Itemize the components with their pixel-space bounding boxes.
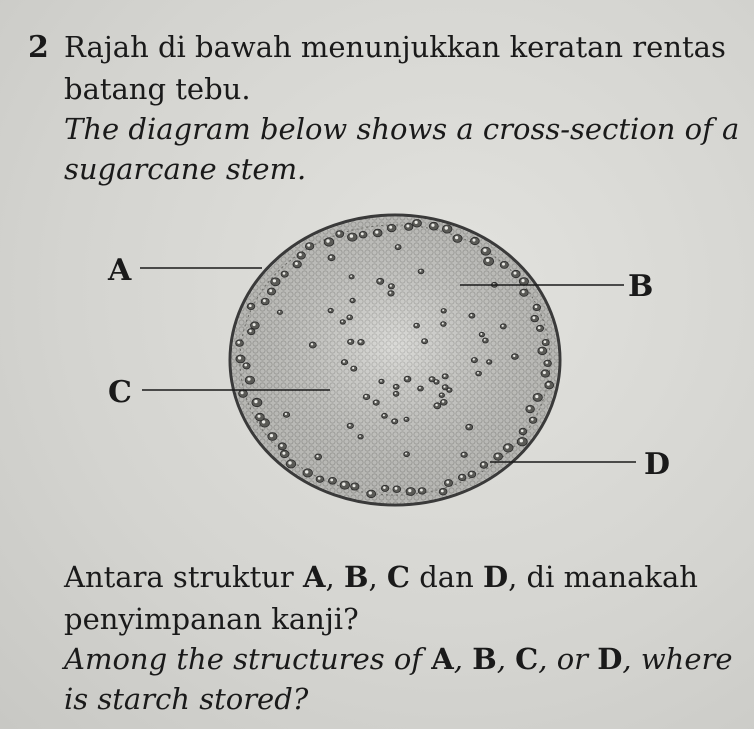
vascular-bundle-core xyxy=(477,372,479,374)
vascular-bundle-core xyxy=(435,380,437,382)
vascular-bundle-core xyxy=(419,270,421,272)
malay-prompt-line-2: penyimpanan kanji? xyxy=(64,602,359,636)
vascular-bundle-core xyxy=(470,472,473,475)
english-prompt-line-2: is starch stored? xyxy=(64,682,309,716)
vascular-bundle-core xyxy=(423,340,425,342)
vascular-bundle-core xyxy=(283,272,286,275)
vascular-bundle-core xyxy=(444,375,446,377)
vascular-bundle-core xyxy=(395,392,397,394)
malay-prompt-part-1: Antara struktur xyxy=(64,560,303,594)
english-prompt-sep-2: , xyxy=(496,642,516,676)
vascular-bundle-core xyxy=(249,330,252,333)
vascular-bundle-core xyxy=(540,348,543,351)
malay-prompt-sep-1: , xyxy=(325,560,344,594)
vascular-bundle-core xyxy=(262,420,265,423)
vascular-bundle-core xyxy=(522,290,525,293)
malay-prompt-d: D xyxy=(482,560,509,594)
vascular-bundle-core xyxy=(351,299,353,301)
sugarcane-cross-section-diagram xyxy=(0,200,754,530)
vascular-bundle-core xyxy=(547,383,550,386)
vascular-bundle-core xyxy=(330,479,333,482)
vascular-bundle-core xyxy=(326,239,329,242)
vascular-bundle-core xyxy=(496,454,499,457)
label-d: D xyxy=(644,447,671,482)
question-number: 2 xyxy=(28,30,49,65)
vascular-bundle-core xyxy=(431,224,434,227)
vascular-bundle-core xyxy=(406,225,409,228)
vascular-bundle-core xyxy=(285,413,287,415)
vascular-bundle-core xyxy=(282,452,285,455)
english-prompt-part-1: Among the structures of xyxy=(64,642,432,676)
vascular-bundle-core xyxy=(241,391,244,394)
malay-prompt-line-1 xyxy=(64,560,698,594)
vascular-bundle-core xyxy=(546,361,549,364)
english-stem-line-1: The diagram below shows a cross-section of a xyxy=(64,112,740,146)
english-prompt-d: D xyxy=(597,642,623,676)
vascular-bundle-core xyxy=(279,311,281,313)
vascular-bundle-core xyxy=(488,361,490,363)
vascular-bundle-core xyxy=(486,259,489,262)
vascular-bundle-core xyxy=(535,305,538,308)
vascular-bundle-core xyxy=(295,262,298,265)
vascular-bundle-core xyxy=(455,236,458,239)
vascular-bundle-core xyxy=(329,309,331,311)
vascular-bundle-core xyxy=(442,400,444,402)
malay-prompt-sep-2: , xyxy=(368,560,387,594)
vascular-bundle-core xyxy=(359,340,361,342)
vascular-bundle-core xyxy=(484,339,486,341)
vascular-bundle-core xyxy=(533,316,536,319)
malay-prompt-part-2: , di manakah xyxy=(508,560,698,594)
vascular-bundle-core xyxy=(535,395,538,398)
vascular-bundle-core xyxy=(307,244,310,247)
vascular-bundle-core xyxy=(506,445,509,448)
vascular-bundle-core xyxy=(502,325,504,327)
vascular-bundle-core xyxy=(460,475,463,478)
label-c: C xyxy=(108,375,132,410)
vascular-bundle-core xyxy=(375,231,378,234)
vascular-bundle-core xyxy=(543,371,546,374)
vascular-bundle-core xyxy=(238,356,241,359)
vascular-bundle-core xyxy=(263,299,266,302)
vascular-bundle-core xyxy=(415,324,417,326)
vascular-bundle-core xyxy=(350,234,353,237)
vascular-bundle-core xyxy=(389,226,392,229)
malay-prompt-a: A xyxy=(303,560,326,594)
vascular-bundle-core xyxy=(383,486,386,489)
vascular-bundle-core xyxy=(378,279,380,281)
vascular-bundle-core xyxy=(253,323,256,326)
vascular-bundle-core xyxy=(380,380,382,382)
vascular-bundle-core xyxy=(442,309,444,311)
vascular-bundle-core xyxy=(502,263,505,266)
vascular-bundle-core xyxy=(473,358,475,360)
label-b: B xyxy=(628,269,654,304)
vascular-bundle-core xyxy=(430,378,432,380)
vascular-bundle-core xyxy=(330,256,332,258)
vascular-bundle-core xyxy=(442,323,444,325)
vascular-bundle-core xyxy=(249,304,252,307)
english-prompt-line-1 xyxy=(64,642,733,676)
vascular-bundle-core xyxy=(273,279,276,282)
english-prompt-a: A xyxy=(431,642,454,676)
vascular-bundle-core xyxy=(446,481,449,484)
vascular-bundle-core xyxy=(375,401,377,403)
english-prompt-part-2: , where xyxy=(622,642,733,676)
vascular-bundle-core xyxy=(482,463,485,466)
vascular-bundle-core xyxy=(269,289,272,292)
vascular-bundle-core xyxy=(311,343,313,345)
vascular-bundle-core xyxy=(538,326,541,329)
vascular-bundle-core xyxy=(338,232,341,235)
stem-shading xyxy=(232,217,558,503)
vascular-bundle-core xyxy=(353,484,356,487)
vascular-bundle-core xyxy=(349,424,351,426)
vascular-bundle-core xyxy=(361,233,364,236)
vascular-bundle-core xyxy=(318,477,321,480)
vascular-bundle-core xyxy=(280,444,283,447)
vascular-bundle-core xyxy=(341,321,343,323)
vascular-bundle-core xyxy=(395,487,398,490)
vascular-bundle-core xyxy=(244,364,247,367)
vascular-bundle-core xyxy=(393,420,395,422)
vascular-bundle-core xyxy=(419,387,421,389)
vascular-bundle-core xyxy=(305,470,308,473)
vascular-bundle-core xyxy=(405,418,407,420)
vascular-bundle-core xyxy=(443,386,445,388)
vascular-bundle-core xyxy=(247,378,250,381)
vascular-bundle-core xyxy=(470,314,472,316)
vascular-bundle-core xyxy=(467,425,469,427)
label-a: A xyxy=(108,253,132,288)
vascular-bundle-core xyxy=(349,340,351,342)
vascular-bundle-core xyxy=(408,489,411,492)
malay-stem-line-2: batang tebu. xyxy=(64,72,251,106)
vascular-bundle-core xyxy=(365,395,367,397)
vascular-bundle-core xyxy=(350,275,352,277)
vascular-bundle-core xyxy=(521,430,524,433)
vascular-bundle-core xyxy=(390,285,392,287)
vascular-bundle-core xyxy=(435,404,437,406)
english-stem-line-2: sugarcane stem. xyxy=(64,152,307,186)
vascular-bundle-core xyxy=(359,435,361,437)
vascular-bundle-core xyxy=(348,316,350,318)
english-prompt-b: B xyxy=(472,642,497,676)
vascular-bundle-core xyxy=(342,483,345,486)
vascular-bundle-core xyxy=(237,341,240,344)
vascular-bundle-core xyxy=(343,361,345,363)
vascular-bundle-core xyxy=(514,272,517,275)
vascular-bundle-core xyxy=(528,407,531,410)
malay-stem-line-1: Rajah di bawah menunjukkan keratan rentas xyxy=(64,30,726,64)
vascular-bundle-core xyxy=(288,461,291,464)
vascular-bundle-core xyxy=(415,221,418,224)
vascular-bundle-core xyxy=(520,439,523,442)
malay-prompt-b: B xyxy=(343,560,369,594)
vascular-bundle-core xyxy=(299,253,302,256)
english-prompt-or: , or xyxy=(538,642,598,676)
vascular-bundle-core xyxy=(473,239,476,242)
vascular-bundle-core xyxy=(420,489,423,492)
vascular-bundle-core xyxy=(441,490,444,493)
vascular-bundle-core xyxy=(440,394,442,396)
vascular-bundle-core xyxy=(389,292,391,294)
vascular-bundle-core xyxy=(406,377,408,379)
vascular-bundle-core xyxy=(513,355,515,357)
vascular-bundle-core xyxy=(352,367,354,369)
vascular-bundle-core xyxy=(445,226,448,229)
vascular-bundle-core xyxy=(395,385,397,387)
vascular-bundle-core xyxy=(254,400,257,403)
vascular-bundle-core xyxy=(448,389,450,391)
vascular-bundle-core xyxy=(483,249,486,252)
vascular-bundle-core xyxy=(396,245,398,247)
vascular-bundle-core xyxy=(480,333,482,335)
vascular-bundle-core xyxy=(531,418,534,421)
vascular-bundle-core xyxy=(405,453,407,455)
vascular-bundle-core xyxy=(462,453,464,455)
vascular-bundle-core xyxy=(383,414,385,416)
vascular-bundle-core xyxy=(369,491,372,494)
vascular-bundle-core xyxy=(316,455,318,457)
vascular-bundle-core xyxy=(521,279,524,282)
vascular-bundle-core xyxy=(544,341,547,344)
english-prompt-sep-1: , xyxy=(453,642,473,676)
malay-prompt-and: dan xyxy=(410,560,483,594)
vascular-bundle-core xyxy=(270,434,273,437)
malay-prompt-c: C xyxy=(386,560,410,594)
vascular-bundle-core xyxy=(258,415,261,418)
english-prompt-c: C xyxy=(515,642,539,676)
